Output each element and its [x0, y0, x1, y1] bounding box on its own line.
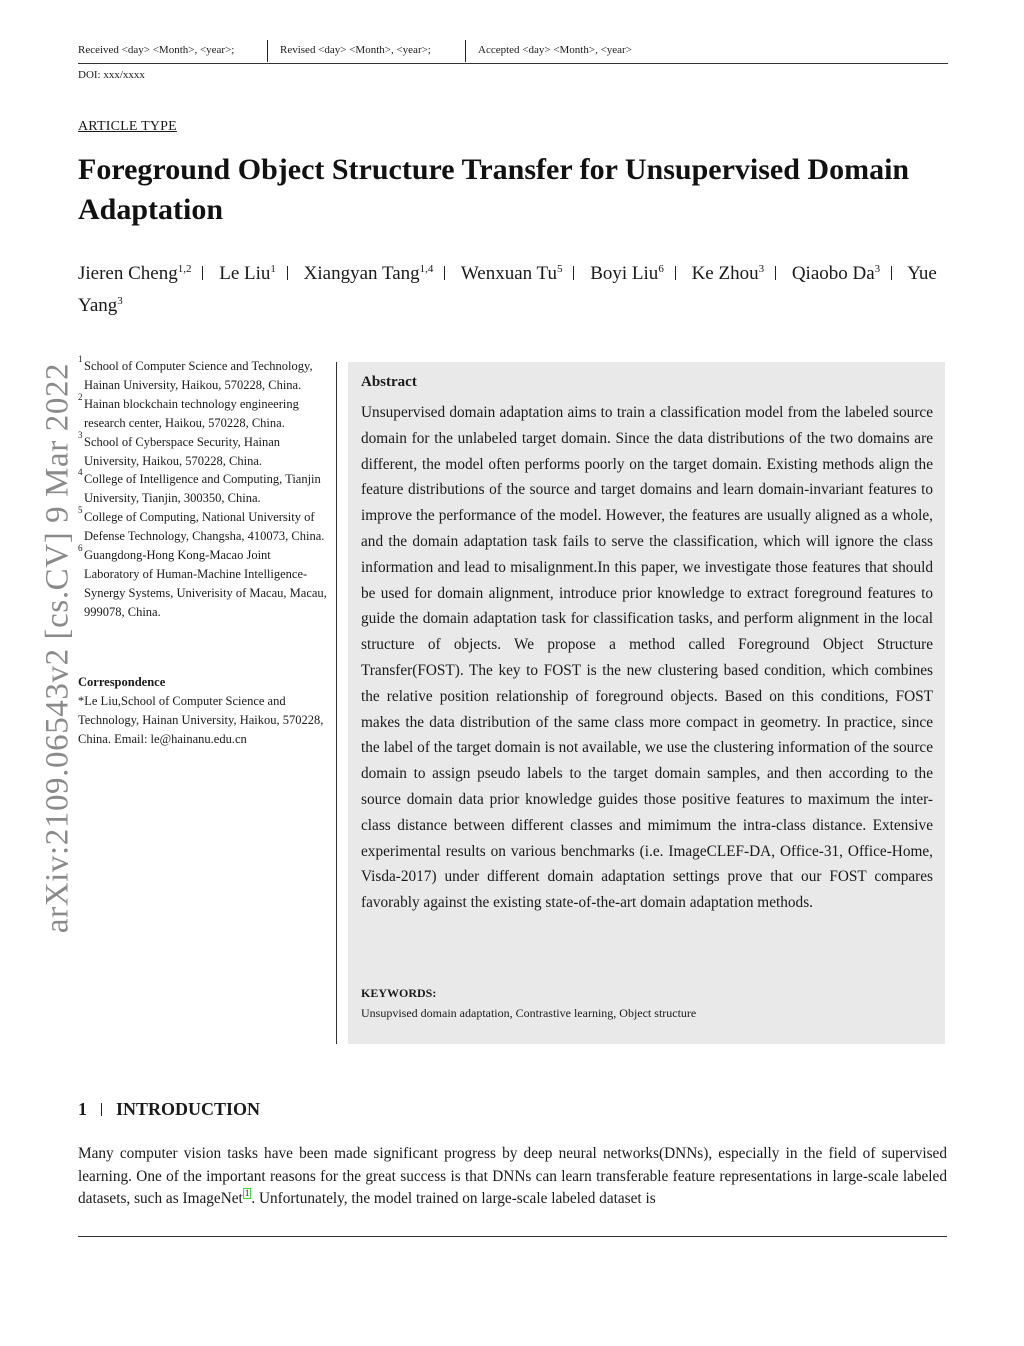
- author: Qiaobo Da$^3$: [791, 263, 881, 284]
- author-list: [78, 258, 948, 322]
- author: Boyi Liu$^6$: [590, 263, 664, 284]
- section-title: INTRODUCTION: [116, 1099, 261, 1119]
- keywords-text: Unsupvised domain adaptation, Contrastive learning, Object structure: [361, 1006, 697, 1020]
- column-divider: [336, 362, 337, 1044]
- header-separator: [267, 40, 268, 62]
- section-number: 1: [78, 1099, 87, 1119]
- citation-link[interactable]: 1: [244, 1188, 250, 1198]
- affiliation: 6 Guangdong-Hong Kong-Macao Joint Laboratory of Human-Machine Intelligence-Synergy Systems, Univerisity of Macau, Macau, 999078, China.: [78, 543, 327, 619]
- author: Xiangyan Tang$^{1,4}$: [303, 263, 434, 284]
- correspondence-text: *Le Liu,School of Computer Science and Technology, Hainan University, Haikou, 570228, China. Email: le@hainanu.edu.cn: [78, 694, 324, 746]
- arxiv-stamp: arXiv:2109.06543v2 [cs.CV] 9 Mar 2022: [39, 362, 76, 934]
- journal-header: [78, 44, 948, 62]
- affiliation: 2 Hainan blockchain technology engineering research center, Haikou, 570228, China.: [78, 391, 299, 430]
- affiliation: 4 College of Intelligence and Computing, Tianjin University, Tianjin, 300350, China.: [78, 467, 321, 506]
- affiliation: 3 School of Cyberspace Security, Hainan University, Haikou, 570228, China.: [78, 429, 281, 468]
- abstract-title: Abstract: [361, 374, 417, 390]
- introduction-paragraph: Many computer vision tasks have been made significant progress by deep neural networks(DNNs), especially in the field of supervised learning. One of the important reasons for the great success is that DNNs can learn transferable feature representations in large-scale labeled datasets, such as ImageNet 1 . Unfortunately, the model trained on large-scale labeled dataset is: [78, 1145, 947, 1207]
- author: Yue Yang$^3$: [78, 263, 937, 316]
- header-rule: [78, 63, 948, 64]
- keywords-title: KEYWORDS:: [361, 986, 437, 1000]
- header-separator: [465, 40, 466, 62]
- author: Jieren Cheng$^{1,2}$: [78, 263, 192, 284]
- revised-date: Revised <day> <Month>, <year>;: [280, 44, 431, 56]
- author: Wenxuan Tu$^5$: [460, 263, 563, 284]
- affiliation: 5 College of Computing, National University of Defense Technology, Changsha, 410073, China.: [78, 505, 325, 544]
- affiliation: 1 School of Computer Science and Technology, Hainan University, Haikou, 570228, China.: [78, 354, 313, 392]
- author: Le Liu$^1$: [219, 263, 276, 284]
- article-type: ARTICLE TYPE: [78, 119, 177, 134]
- affiliations: [78, 354, 328, 622]
- received-date: Received <day> <Month>, <year>;: [78, 44, 235, 56]
- footer-rule: [78, 1236, 947, 1237]
- accepted-date: Accepted <day> <Month>, <year>: [478, 44, 632, 56]
- section-heading: [78, 1099, 260, 1120]
- paper-title: Foreground Object Structure Transfer for Unsupervised Domain Adaptation: [78, 153, 910, 226]
- author: Ke Zhou$^3$: [691, 263, 765, 284]
- abstract-text: Unsupervised domain adaptation aims to train a classification model from the labeled source domain for the unlabeled target domain. Since the data distributions of the two domains are different, the model often performs poorly on the target domain. Existing methods align the feature distributions of the source and target domains and learn domain-invariant features to improve the performance of the model. However, the features are usually aligned as a whole, and the domain adaptation task fails to serve the classification, which will ignore the class information and lead to misalignment.In this paper, we investigate those features that should be used for domain alignment, introduce prior knowledge to extract foreground features to guide the domain adaptation task for classification tasks, and perform alignment in the local structure of objects. We propose a method called Foreground Object Structure Transfer(FOST). The key to FOST is the new clustering based condition, which combines the relative position relationship of foreground objects. Based on this conditions, FOST makes the data distribution of the same class more compact in geometry. In practice, since the label of the target domain is not available, we use the clustering information of the source domain to assign pseudo labels to the target domain samples, and then according to the source domain data prior knowledge guides those positive features to maximum the inter-class distance between different classes and mimimum the intra-class distance. Extensive experimental results on various benchmarks (i.e. ImageCLEF-DA, Office-31, Office-Home, Visda-2017) under different domain adaptation settings prove that our FOST compares favorably against the existing state-of-the-art domain adaptation methods.: [361, 404, 933, 912]
- correspondence-title: Correspondence: [78, 675, 166, 689]
- doi: DOI: xxx/xxxx: [78, 69, 145, 81]
